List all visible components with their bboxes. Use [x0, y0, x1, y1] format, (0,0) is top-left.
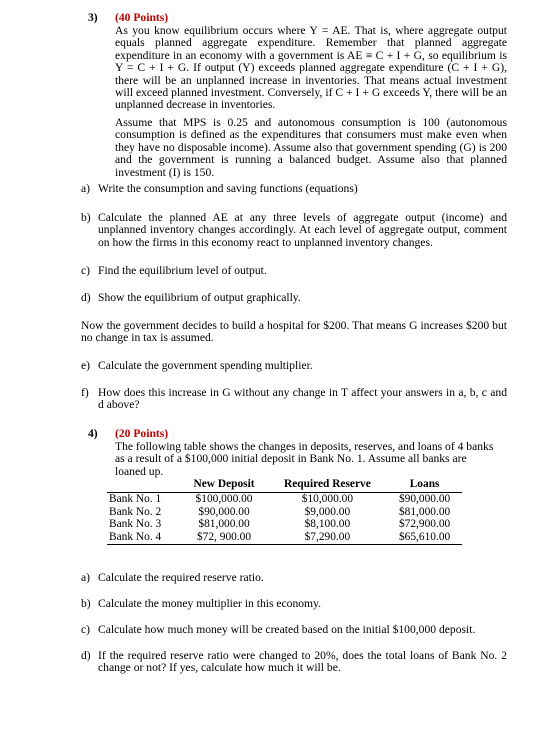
new-deposit-cell: $81,000.00 — [198, 518, 250, 531]
new-deposit-cell: $90,000.00 — [198, 505, 250, 518]
question-3-intro: As you know equilibrium occurs where Y = AE. That is, where aggregate output equals planned aggregate expenditure. Remember that planned aggregate expenditure in an economy with a government is AE ≡ C + I + G, so equilibrium is Y = C + I + G. If output (Y) exceeds planned aggregate expenditure (C + I + G), there will be an unplanned increase in inventories. That means actual investment will exceed planned investment. Conversely, if C + I + G exceeds Y, there will be an unplanned decrease in inventories. — [115, 24, 507, 112]
question-3-number: 3) — [88, 11, 98, 24]
bank-name-cell: Bank No. 1 — [109, 492, 162, 505]
table-row — [107, 531, 462, 544]
item-text: Calculate the government spending multiplier. — [98, 359, 313, 372]
required-reserve-cell: $9,000.00 — [304, 505, 351, 518]
table-header-row — [107, 477, 462, 492]
banks-table — [107, 477, 462, 545]
new-deposit-cell: $72, 900.00 — [196, 531, 252, 544]
item-text: Calculate the money multiplier in this economy. — [98, 597, 322, 610]
q3-item-e — [81, 360, 507, 374]
column-header: New Deposit — [193, 478, 255, 490]
item-text: How does this increase in G without any change in T affect your answers in a, b, c and d above? — [98, 386, 507, 412]
q3-item-c — [81, 265, 507, 279]
question-3-change-text: Now the government decides to build a hospital for $200. That means G increases $200 but no change in tax is assumed. — [81, 319, 507, 345]
item-text: Calculate how much money will be created based on the initial $100,000 deposit. — [98, 623, 476, 636]
loans-cell: $90,000.00 — [398, 492, 451, 505]
bank-name-cell: Bank No. 2 — [109, 505, 162, 518]
item-text: If the required reserve ratio were changed to 20%, does the total loans of Bank No. 2 change or not? If yes, calculate how much it will be. — [98, 649, 507, 675]
loans-cell: $81,000.00 — [398, 505, 451, 518]
item-label: a) — [81, 182, 91, 195]
item-label: b) — [81, 211, 91, 224]
table-row — [107, 506, 462, 519]
item-label: f) — [81, 386, 89, 399]
q3-item-b — [81, 212, 507, 252]
item-label: c) — [81, 264, 91, 277]
table-row — [107, 492, 462, 505]
item-text: Show the equilibrium of output graphically. — [98, 291, 301, 304]
q4-item-b — [81, 598, 507, 612]
loans-cell: $72,900.00 — [398, 518, 451, 531]
column-header: Required Reserve — [284, 478, 371, 490]
required-reserve-cell: $7,290.00 — [304, 531, 351, 544]
q4-item-c — [81, 624, 507, 638]
item-text: Find the equilibrium level of output. — [98, 264, 267, 277]
loans-cell: $65,610.00 — [398, 531, 451, 544]
item-label: e) — [81, 359, 91, 372]
item-text: Write the consumption and saving functions (equations) — [98, 182, 358, 195]
question-3-assumptions: Assume that MPS is 0.25 and autonomous consumption is 100 (autonomous consumption is defined as the expenditures that consumers must make even when they have no disposable income). Assume also that government spending (G) is 200 and the government is running a balanced budget. Assume also that planned investment (I) is 150. — [115, 116, 507, 179]
item-label: d) — [81, 649, 91, 662]
item-label: a) — [81, 571, 91, 584]
question-4-points: (20 Points) — [115, 427, 169, 440]
column-header — [107, 477, 180, 492]
question-3-points: (40 Points) — [115, 11, 169, 24]
q4-item-a — [81, 572, 507, 586]
item-text: Calculate the planned AE at any three levels of aggregate output (income) and unplanned inventory changes accordingly. At each level of aggregate output, comment on how the firms in this economy react to unplanned inventory changes. — [98, 211, 507, 249]
question-4-number: 4) — [88, 427, 98, 440]
q3-item-f — [81, 387, 507, 415]
bank-name-cell: Bank No. 4 — [109, 531, 162, 544]
q3-item-a — [81, 183, 507, 197]
column-header: Loans — [409, 478, 440, 490]
q3-item-d — [81, 292, 507, 306]
required-reserve-cell: $8,100.00 — [304, 518, 351, 531]
table-row — [107, 518, 462, 531]
item-label: c) — [81, 623, 91, 636]
item-label: d) — [81, 291, 91, 304]
q4-item-d — [81, 650, 507, 678]
question-4-intro: The following table shows the changes in deposits, reserves, and loans of 4 banks as a result of a $100,000 initial deposit in Bank No. 1. Assume all banks are loaned up. — [115, 440, 494, 478]
required-reserve-cell: $10,000.00 — [301, 492, 354, 505]
item-text: Calculate the required reserve ratio. — [98, 571, 264, 584]
item-label: b) — [81, 597, 91, 610]
bank-name-cell: Bank No. 3 — [109, 518, 162, 531]
new-deposit-cell: $100,000.00 — [195, 492, 253, 505]
